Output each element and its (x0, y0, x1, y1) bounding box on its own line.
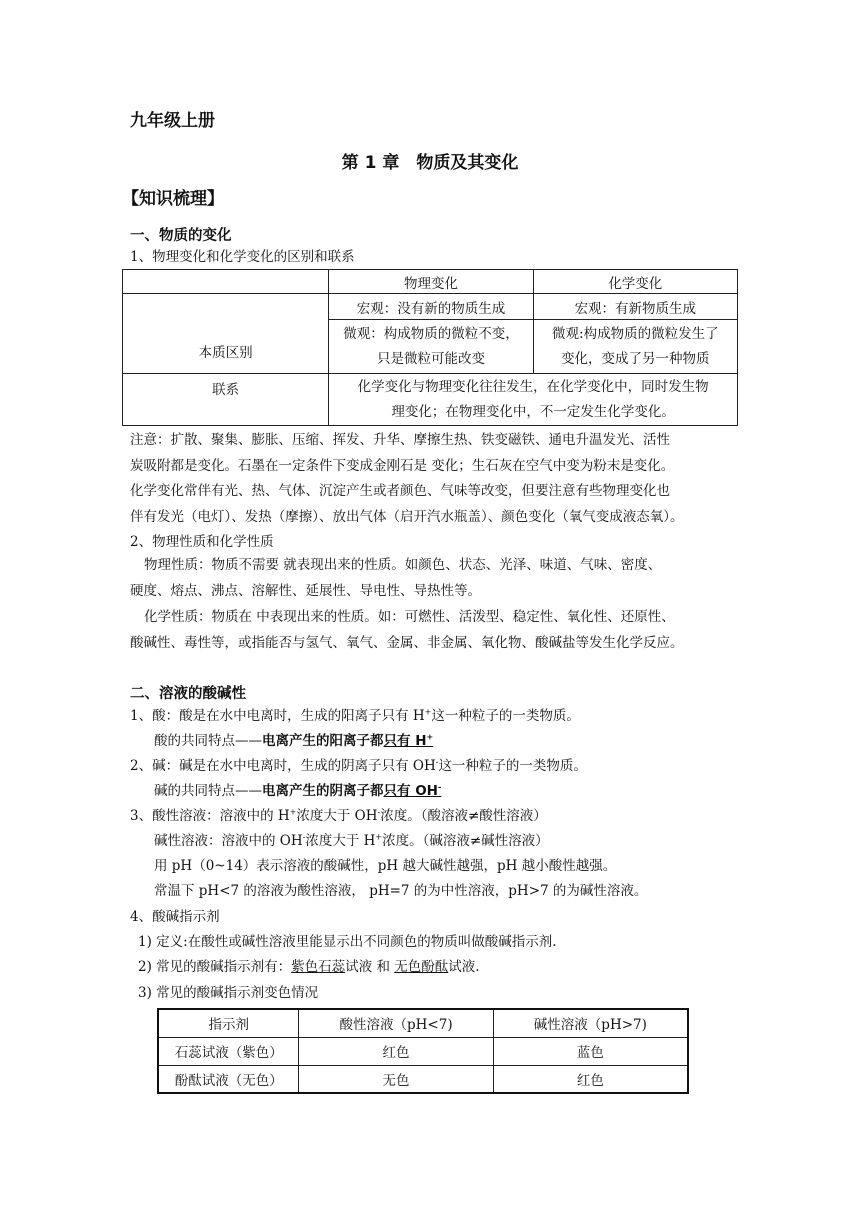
acid-definition: 1、酸：酸是在水中电离时，生成的阳离子只有 H+这一种粒子的一类物质。 (130, 707, 580, 724)
indicator-color-caption: 3) 常见的酸碱指示剂变色情况 (138, 985, 319, 1001)
section-heading: 【知识梳理】 (122, 189, 224, 209)
header-acidic: 酸性溶液（pH<7) (299, 1009, 493, 1037)
link-text: 化学变化与物理变化往往发生，在化学变化中，同时发生物 理变化；在物理变化中，不一定发生化学变化。 (329, 374, 738, 426)
basic-solution: 碱性溶液：溶液中的 OH-浓度大于 H+浓度。（碱溶液≠碱性溶液） (154, 832, 549, 849)
base-feature: 碱的共同特点——电离产生的阴离子都只有 OH- (154, 782, 442, 799)
ph-line-2: 常温下 pH<7 的溶液为酸性溶液， pH=7 的为中性溶液，pH>7 的为碱性溶液。 (154, 883, 648, 899)
col-physical: 物理变化 (329, 270, 533, 294)
row-link-label: 联系 (123, 374, 329, 426)
acidic-solution: 3、酸性溶液：溶液中的 H+浓度大于 OH-浓度。（酸溶液≠酸性溶液） (130, 807, 547, 824)
base-definition: 2、碱：碱是在水中电离时，生成的阴离子只有 OH-这一种粒子的一类物质。 (130, 757, 587, 774)
micro-physical: 微观：构成物质的微粒不变， 只是微粒可能改变 (329, 320, 533, 374)
note-paragraph: 注意：扩散、聚集、膨胀、压缩、挥发、升华、摩擦生热、铁变磁铁、通电升温发光、活性 炭吸附都是变化。石墨在一定条件下变成金刚石是 变化；生石灰在空气中变为粉末是变化。 化学变化常伴有光、热、气体、沉淀产生或者颜色、气味等改变，但要注意有些物理变化也 伴有发光（电灯）、发热（摩擦）、放出气体（启开汽水瓶盖）、颜色变化（氧气变成液态氧）。 (130, 432, 684, 525)
macro-physical: 宏观：没有新的物质生成 (329, 294, 533, 320)
indicator-table (157, 1008, 689, 1094)
change-comparison-table (122, 269, 738, 426)
indicator-definition: 1) 定义:在酸性或碱性溶液里能显示出不同颜色的物质叫做酸碱指示剂. (138, 934, 557, 950)
chemical-property-paragraph: 化学性质：物质在 中表现出来的性质。如：可燃性、活泼型、稳定性、氧化性、还原性、 酸碱性、毒性等，或指能否与氢气、氧气、金属、非金属、氧化物、酸碱盐等发生化学反应。 (130, 609, 684, 651)
macro-chemical: 宏观：有新物质生成 (533, 294, 737, 320)
col-chemical: 化学变化 (533, 270, 737, 294)
part1-item2: 2、物理性质和化学性质 (130, 534, 274, 550)
grade-label: 九年级上册 (130, 111, 215, 131)
acid-feature: 酸的共同特点——电离产生的阳离子都只有 H+ (154, 732, 434, 749)
part2-item4: 4、酸碱指示剂 (130, 909, 220, 925)
part1-heading: 一、物质的变化 (130, 228, 232, 244)
physical-property-paragraph: 物理性质：物质不需要 就表现出来的性质。如颜色、状态、光泽、味道、气味、密度、 硬度、熔点、沸点、溶解性、延展性、导电性、导热性等。 (130, 557, 662, 599)
part1-item1: 1、物理变化和化学变化的区别和联系 (130, 249, 355, 265)
header-basic: 碱性溶液（pH>7) (493, 1009, 688, 1037)
part2-heading: 二、溶液的酸碱性 (130, 686, 246, 702)
micro-chemical: 微观:构成物质的微粒发生了 变化，变成了另一种物质 (533, 320, 737, 374)
chapter-title: 第 1 章 物质及其变化 (341, 153, 519, 173)
table-row: 石蕊试液（紫色） 红色 蓝色 (158, 1037, 688, 1065)
common-indicators: 2) 常见的酸碱指示剂有：紫色石蕊试液 和 无色酚酞试液. (138, 959, 480, 975)
row-essence-label: 本质区别 (123, 294, 329, 374)
table-row: 酚酞试液（无色） 无色 红色 (158, 1065, 688, 1093)
ph-line-1: 用 pH（0~14）表示溶液的酸碱性，pH 越大碱性越强，pH 越小酸性越强。 (154, 858, 617, 874)
header-indicator: 指示剂 (158, 1009, 299, 1037)
